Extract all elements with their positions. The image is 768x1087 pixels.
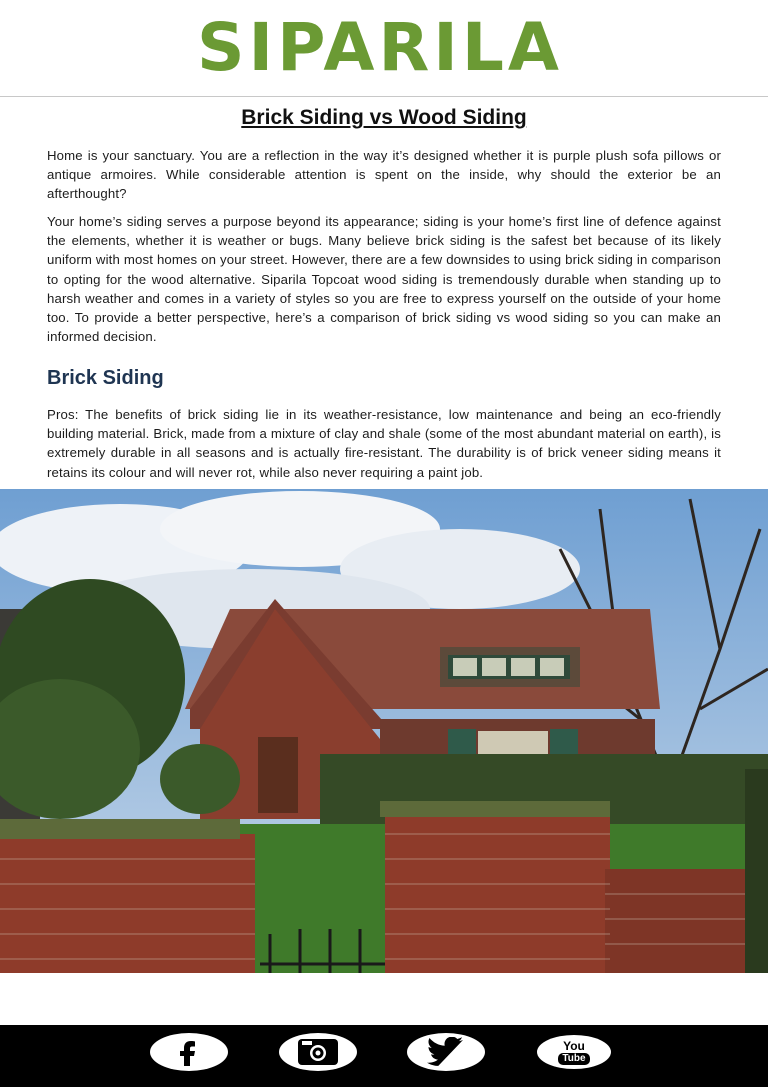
instagram-button[interactable]: [279, 1033, 357, 1071]
youtube-you-text: You: [563, 1038, 585, 1053]
section-heading-brick-siding: Brick Siding: [47, 367, 164, 389]
brick-house-illustration: [0, 489, 768, 973]
youtube-tube-text: Tube: [558, 1053, 589, 1065]
brick-house-photo: [0, 489, 768, 973]
siparila-logo: [180, 9, 580, 86]
twitter-button[interactable]: [407, 1033, 485, 1071]
brick-pros-paragraph: Pros: The benefits of brick siding lie in its weather-resistance, low maintenance and being an eco-friendly building material. Brick, made from a mixture of clay and shale (some of the most abundant material on earth), is extremely durable in all seasons and is actually fire-resistant. The durability is of brick veneer siding means it retains its colour and will never rot, while also never requiring a paint job.: [47, 407, 721, 480]
facebook-button[interactable]: [150, 1033, 228, 1071]
footer-social-bar: [0, 1025, 768, 1087]
twitter-icon: [423, 1037, 469, 1067]
header-divider: [0, 96, 768, 97]
youtube-button[interactable]: [535, 1032, 613, 1072]
logo-text: SIPARILA: [197, 9, 563, 86]
facebook-icon: [169, 1037, 209, 1067]
youtube-icon: [537, 1035, 611, 1069]
document-title: Brick Siding vs Wood Siding: [241, 106, 527, 129]
instagram-icon: [295, 1037, 341, 1067]
siding-purpose-paragraph: Your home’s siding serves a purpose beyond its appearance; siding is your home’s first line of defence against the elements, whether it is weather or bugs. Many believe brick siding is the safest bet because of its likely uniform with most homes on your street. However, there are a few downsides to using brick siding in comparison to opting for the wood alternative. Siparila Topcoat wood siding is tremendously durable when standing up to harsh weather and comes in a variety of styles so you are free to express yourself on the outside of your home too. To provide a better perspective, here’s a comparison of brick siding vs wood siding so you can make an informed decision.: [47, 214, 721, 345]
intro-paragraph: Home is your sanctuary. You are a reflection in the way it’s designed whether it is purple plush sofa pillows or antique armoires. While considerable attention is spent on the inside, why should the exterior be an afterthought?: [47, 148, 721, 202]
